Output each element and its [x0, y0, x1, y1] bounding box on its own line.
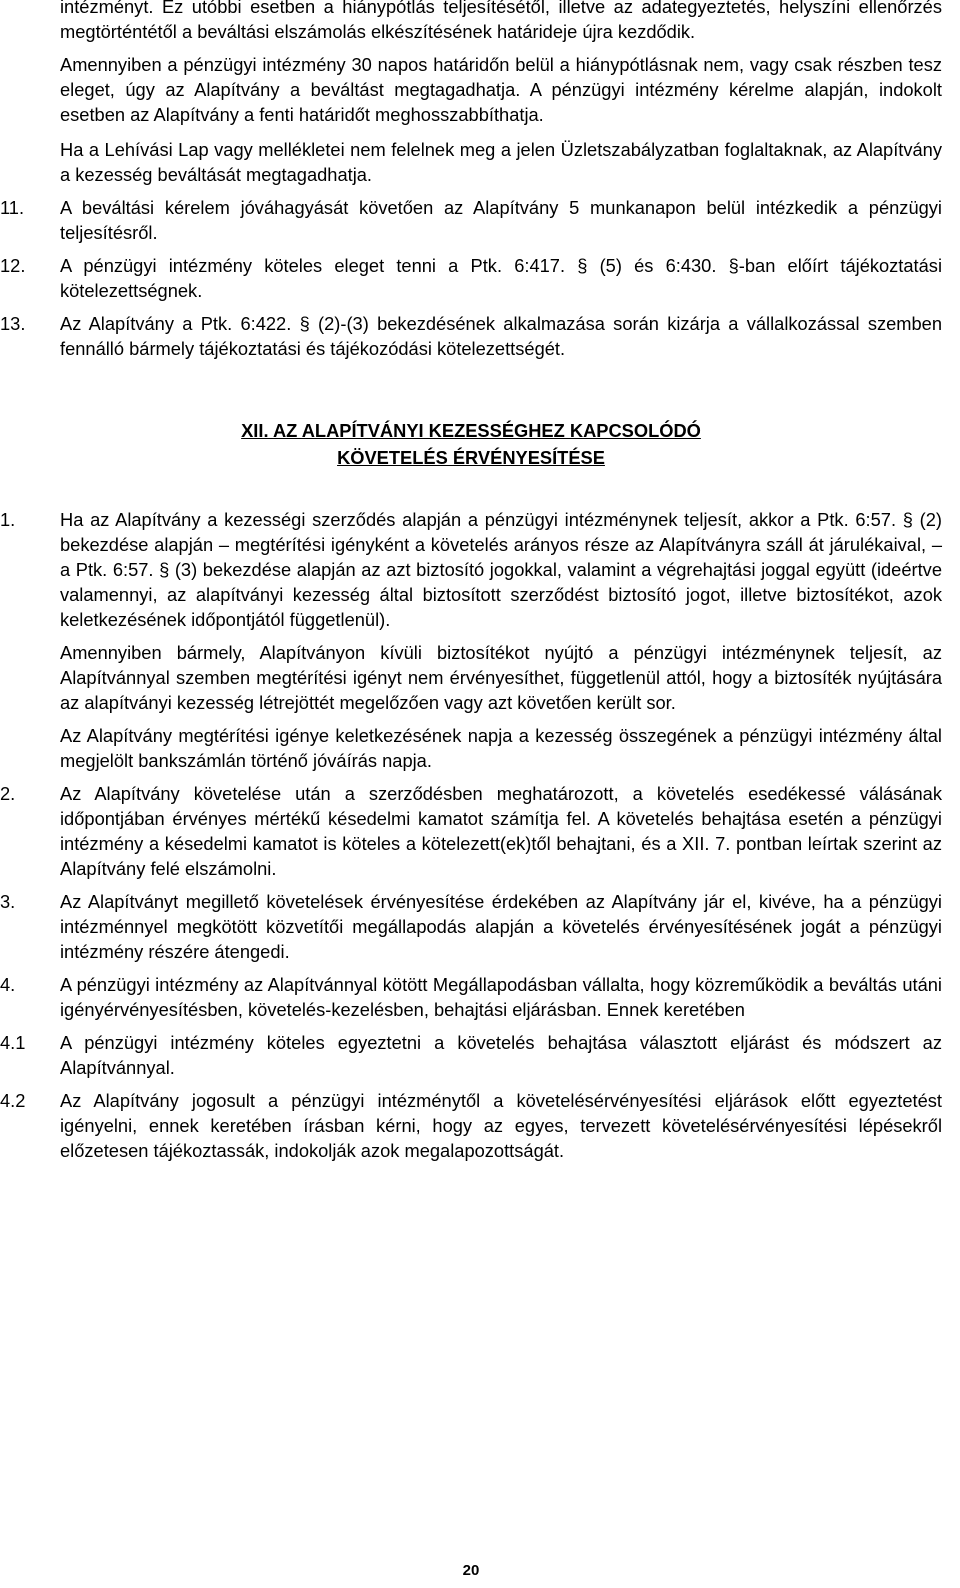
item-text: Az Alapítvány a Ptk. 6:422. § (2)-(3) bekezdésének alkalmazása során kizárja a vállalkozással szemben fennálló bármely tájékoztatási és tájékozódási kötelezettségét. [60, 313, 942, 359]
section-item-1-paragraph-3: Az Alapítvány megtérítési igénye keletkezésének napja a kezesség összegének a pénzügyi intézmény által megjelölt bankszámlán történő jóváírás napja. [60, 725, 942, 771]
section-item-1 [0, 507, 942, 632]
item-number: 2. [0, 783, 16, 804]
continuation-paragraph: intézményt. Ez utóbbi esetben a hiánypótlás teljesítésétől, illetve az adategyeztetés, helyszíni ellenőrzés megtörténtétől a beváltási elszámolás elkészítésének határideje újra kezdődik. [60, 0, 942, 42]
item-number: 4. [0, 974, 16, 995]
item-text: Az Alapítványt megillető követelések érvényesítése érdekében az Alapítvány jár el, kivéve, ha a pénzügyi intézménnyel megkötött közvetítői megállapodás alapján a követelés érvényesítésének jogát a pénzügyi intézmény részére átengedi. [60, 891, 942, 962]
item-text: Az Alapítvány jogosult a pénzügyi intézménytől a követelésérvényesítési eljárások előtt egyeztetést igényelni, ennek keretében írásban kérni, hogy az egyes, tervezett követelésérvényesítési lépésekről előzetesen tájékoztassák, indokolják azok megalapozottságát. [60, 1090, 942, 1161]
item-text: Ha az Alapítvány a kezességi szerződés alapján a pénzügyi intézménynek teljesít, akkor a Ptk. 6:57. § (2) bekezdése alapján – megtérítési igényként a követelés arányos része az Alapítványra száll át járulékaival, – a Ptk. 6:57. § (3) bekezdése alapján az azt biztosító jogokkal, valamint a végrehajtási joggal együtt (ideértve valamennyi, az alapítványi kezesség által biztosított szerződést biztosító jogot, illetve biztosítékot, azok keletkezésének időpontjától függetlenül). [60, 509, 942, 630]
section-item-4-2 [0, 1088, 942, 1163]
page-number: 20 [462, 1562, 480, 1579]
item-text: A beváltási kérelem jóváhagyását követően az Alapítvány 5 munkanapon belül intézkedik a pénzügyi teljesítésről. [60, 197, 942, 243]
list-item-12 [0, 253, 942, 303]
section-item-3 [0, 889, 942, 964]
section-item-4 [0, 972, 942, 1022]
item-number: 13. [0, 313, 26, 334]
paragraph-lehivasi-lap: Ha a Lehívási Lap vagy mellékletei nem felelnek meg a jelen Üzletszabályzatban foglaltaknak, az Alapítvány a kezesség beváltását megtagadhatja. [60, 139, 942, 185]
item-number: 4.1 [0, 1032, 26, 1053]
section-item-4-1 [0, 1030, 942, 1080]
list-item-13 [0, 311, 942, 361]
item-number: 1. [0, 509, 16, 530]
item-text: Az Alapítvány követelése után a szerződésben meghatározott, a követelés esedékessé válásának időpontjában érvényes mértékű késedelmi kamatot számítja fel. A követelés behajtása esetén a pénzügyi intézmény a késedelmi kamatot is köteles a kötelezett(ek)től behajtani, és a XII. 7. pontban leírtak szerint az Alapítvány felé elszámolni. [60, 783, 942, 879]
item-text: A pénzügyi intézmény az Alapítvánnyal kötött Megállapodásban vállalta, hogy közreműködik a beváltás utáni igényérvényesítésben, követelés-kezelésben, behajtási eljárásban. Ennek keretében [60, 974, 942, 1020]
paragraph-30-day-deadline: Amennyiben a pénzügyi intézmény 30 napos határidőn belül a hiánypótlásnak nem, vagy csak részben tesz eleget, úgy az Alapítvány a beváltást megtagadhatja. A pénzügyi intézmény kérelme alapján, indokolt esetben az Alapítvány a fenti határidőt meghosszabbíthatja. [60, 54, 942, 125]
item-number: 4.2 [0, 1090, 26, 1111]
section-title-line-1: XII. AZ ALAPÍTVÁNYI KEZESSÉGHEZ KAPCSOLÓDÓ [241, 420, 701, 441]
list-item-11 [0, 195, 942, 245]
section-title-line-2: KÖVETELÉS ÉRVÉNYESÍTÉSE [337, 447, 605, 468]
item-text: A pénzügyi intézmény köteles eleget tenni a Ptk. 6:417. § (5) és 6:430. §-ban előírt tájékoztatási kötelezettségnek. [60, 255, 942, 301]
item-number: 12. [0, 255, 26, 276]
section-item-2 [0, 781, 942, 881]
item-number: 11. [0, 197, 25, 218]
section-item-1-paragraph-2: Amennyiben bármely, Alapítványon kívüli biztosítékot nyújtó a pénzügyi intézménynek teljesít, az Alapítvánnyal szemben megtérítési igényt nem érvényesíthet, függetlenül attól, hogy a biztosíték nyújtására az alapítványi kezesség létrejöttét megelőzően vagy azt követően került sor. [60, 642, 942, 713]
section-title [0, 417, 960, 471]
item-number: 3. [0, 891, 16, 912]
item-text: A pénzügyi intézmény köteles egyeztetni a követelés behajtása választott eljárást és módszert az Alapítvánnyal. [60, 1032, 942, 1078]
